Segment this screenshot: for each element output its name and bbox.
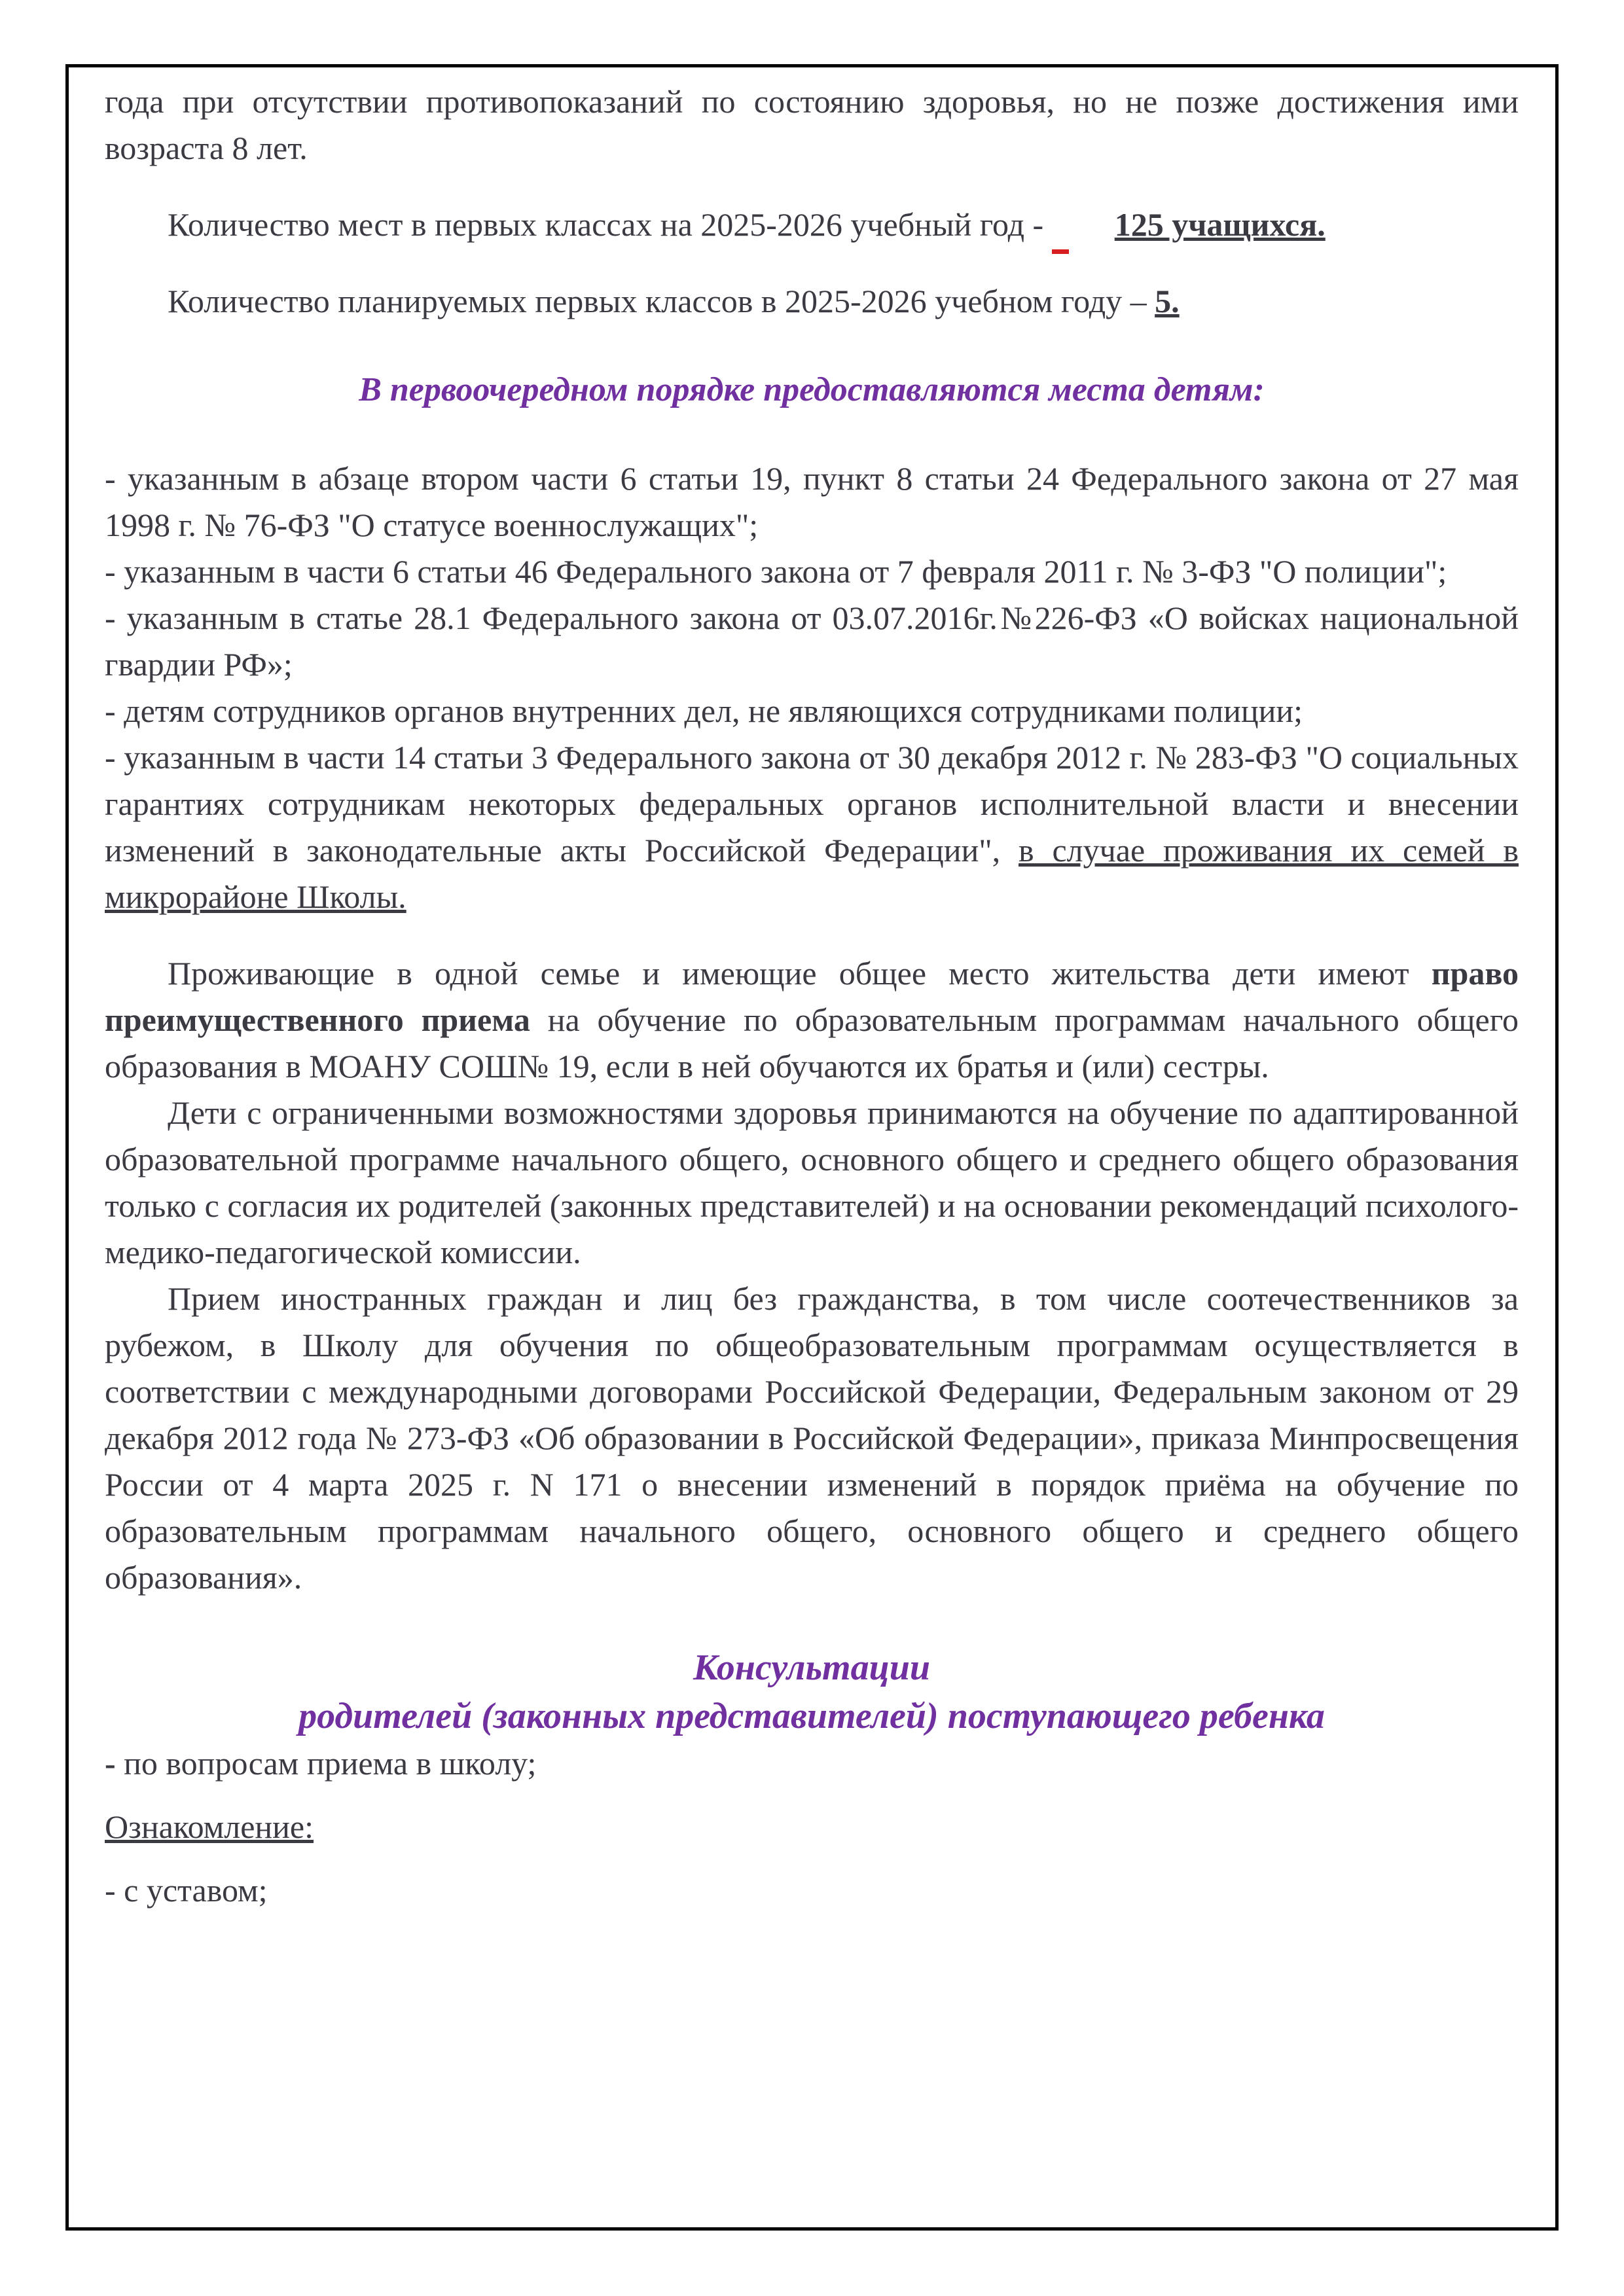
consultation-heading-block (105, 1644, 1519, 1741)
seats-count-value: 125 учащихся. (1052, 202, 1326, 248)
preferential-admission-paragraph (105, 950, 1519, 1090)
top-continuation-paragraph: года при отсутствии противопоказаний по состоянию здоровья, но не позже достижения ими возраста 8 лет. (105, 83, 1519, 166)
foreign-citizens-paragraph: Прием иностранных граждан и лиц без гражданства, в том числе соотечественников за рубежом, в Школу для обучения по общеобразовательным программам осуществляется в соответствии с международными договорами Российской Федерации, Федеральным законом от 29 декабря 2012 года № 273-ФЗ «Об образовании в Российской Федерации», приказа Минпросвещения России от 4 марта 2025 г. N 171 о внесении изменений в порядок приёма на обучение по образовательным программам начального общего, основного общего и среднего общего образования». (105, 1280, 1519, 1596)
priority-items-list (105, 456, 1519, 920)
familiarization-item: - с уставом; (105, 1872, 268, 1909)
planned-classes-line (105, 278, 1519, 325)
list-item: - указанным в статье 28.1 Федерального закона от 03.07.2016г.№226-ФЗ «О войсках национальной гвардии РФ»; (105, 599, 1519, 683)
list-item-text: - указанным в части 14 статьи 3 Федерального закона от 30 декабря 2012 г. № 283-ФЗ "О социальных гарантиях сотрудникам некоторых федеральных органов исполнительной власти и внесении изменений в законодательные акты Российской Федерации", (105, 738, 1519, 869)
list-item: - указанным в абзаце втором части 6 статьи 19, пункт 8 статьи 24 Федерального закона от 27 мая 1998 г. № 76-ФЗ "О статусе военнослужащих"; (105, 459, 1519, 543)
special-needs-paragraph: Дети с ограниченными возможностями здоровья принимаются на обучение по адаптированной образовательной программе начального общего, основного общего и среднего общего образования только с согласия их родителей (законных представителей) и на основании рекомендаций психолого-медико-педагогической комиссии. (105, 1094, 1519, 1270)
planned-classes-prefix: Количество планируемых первых классов в 2025-2026 учебном году – (168, 283, 1155, 319)
document-content (105, 79, 1519, 1914)
list-item (105, 734, 1519, 920)
list-dash: - (105, 1745, 116, 1782)
consultation-heading-line-1: Консультации (693, 1647, 931, 1688)
consultation-item (105, 1740, 1519, 1787)
consultation-item-text: по вопросам приема в школу; (115, 1745, 537, 1782)
list-item: - указанным в части 6 статьи 46 Федерального закона от 7 февраля 2011 г. № 3-ФЗ "О полиции"; (105, 552, 1447, 590)
seats-line-prefix: Количество мест в первых классах на 2025-2026 учебный год - (168, 206, 1052, 243)
preferential-before: Проживающие в одной семье и имеющие общее место жительства дети имеют (168, 954, 1432, 992)
seats-line (105, 202, 1519, 248)
list-item-underlined-clause: в случае проживания их семей в микрорайоне Школы. (105, 831, 1519, 915)
list-item: - детям сотрудников органов внутренних дел, не являющихся сотрудниками полиции; (105, 692, 1303, 729)
consultation-heading-line-2: родителей (законных представителей) поступающего ребенка (298, 1695, 1325, 1736)
priority-admission-heading: В первоочередном порядке предоставляются места детям: (359, 371, 1265, 408)
preferential-after: на обучение по образовательным программам начального общего образования в МОАНУ СОШ№ 19, если в ней обучаются их братья и (или) сестры. (105, 1001, 1519, 1085)
preferential-bold-phrase: право преимущественного приема (105, 954, 1519, 1038)
planned-classes-value: 5. (1155, 283, 1180, 319)
familiarization-label: Ознакомление: (105, 1808, 314, 1846)
